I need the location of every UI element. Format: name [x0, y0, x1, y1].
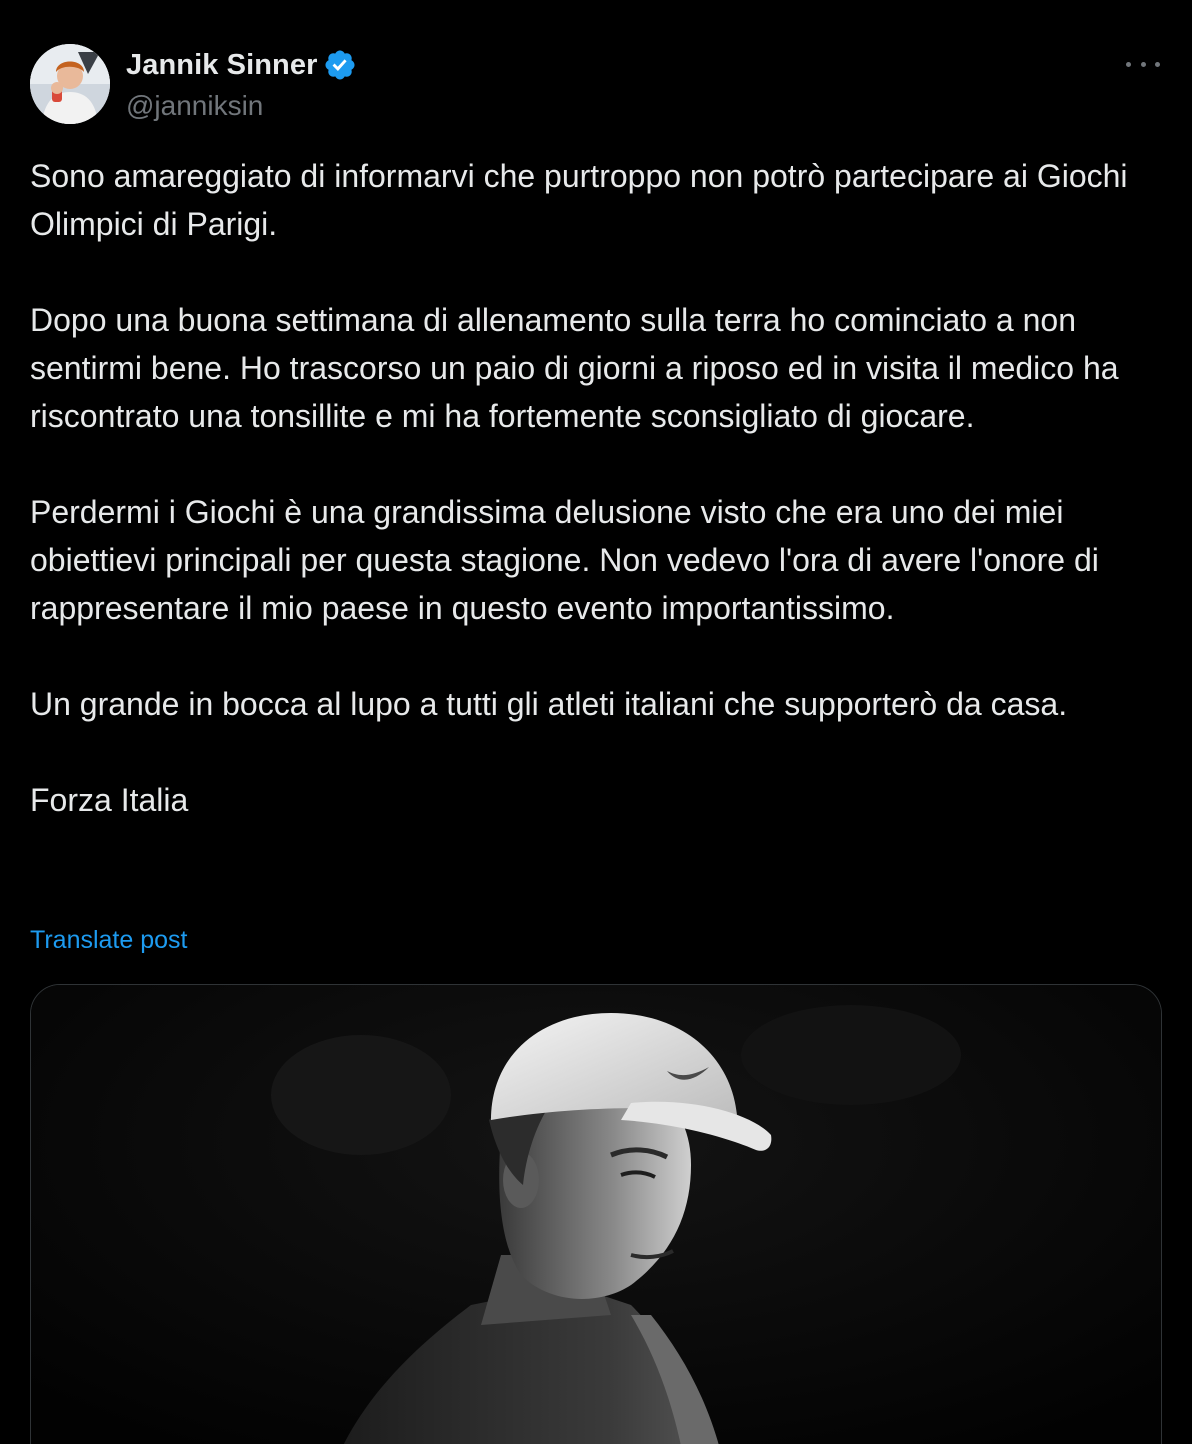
name-row — [126, 48, 357, 82]
tweet-paragraph: Sono amareggiato di informarvi che purtroppo non potrò partecipare ai Giochi Olimpici di Parigi. — [30, 158, 1137, 242]
tweet-media-photo[interactable] — [30, 984, 1162, 1444]
display-name[interactable]: Jannik Sinner — [126, 48, 318, 81]
user-handle[interactable]: @janniksin — [126, 90, 264, 121]
more-horizontal-icon[interactable] — [1126, 54, 1160, 74]
translate-post-link[interactable]: Translate post — [30, 926, 188, 954]
player-photo — [31, 985, 1161, 1444]
tweet-paragraph: Forza Italia — [30, 782, 189, 818]
tweet-paragraph: Dopo una buona settimana di allenamento sulla terra ho cominciato a non sentirmi bene. Ho trascorso un paio di giorni a riposo ed in visita il medico ha riscontrato una tonsillite e mi ha fortemente sconsigliato di giocare. — [30, 302, 1128, 434]
tweet-paragraph: Un grande in bocca al lupo a tutti gli atleti italiani che supporterò da casa. — [30, 686, 1068, 722]
avatar[interactable] — [30, 44, 110, 124]
tweet-header — [30, 44, 1162, 126]
tweet-text — [30, 152, 1170, 824]
verified-badge-icon[interactable] — [323, 48, 357, 82]
tweet-paragraph: Perdermi i Giochi è una grandissima delusione visto che era uno dei miei obiettievi principali per questa stagione. Non vedevo l'ora di avere l'onore di rappresentare il mio paese in questo evento importantissimo. — [30, 494, 1108, 626]
